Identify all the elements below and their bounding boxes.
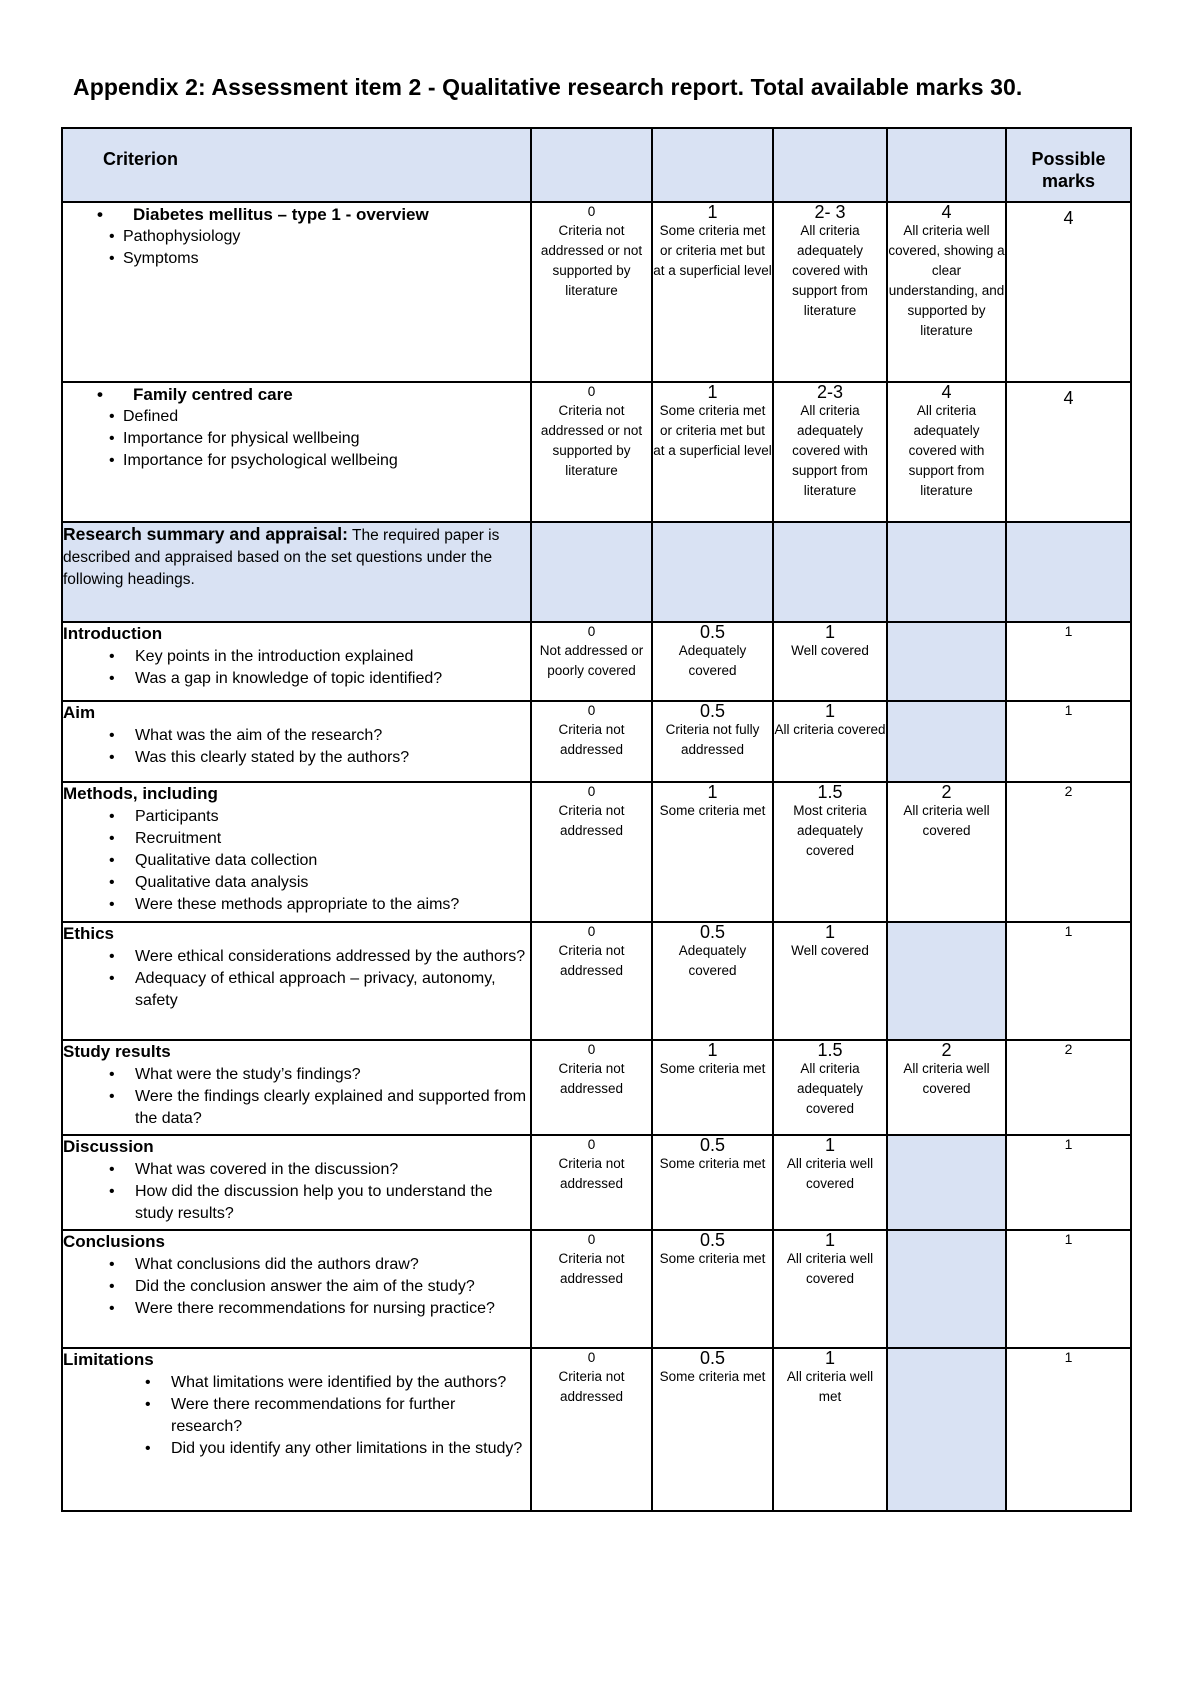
level-score: 0 (587, 384, 596, 399)
section-bullet: • Recruitment (63, 828, 530, 850)
topic-bullet: • Pathophysiology (63, 226, 530, 248)
section-bullet: • Did the conclusion answer the aim of the study? (63, 1276, 530, 1298)
level-score: 1 (824, 922, 835, 942)
level-score: 1.5 (817, 1040, 843, 1060)
level-header-1 (531, 128, 652, 202)
level-cell-4 (887, 701, 1006, 782)
level-description: Not addressed or poorly covered (539, 643, 644, 678)
section-row (62, 1040, 1131, 1135)
level-description: All criteria well covered (786, 1251, 874, 1286)
section-bullet: • What were the study’s findings? (63, 1064, 530, 1086)
section-criterion (62, 1135, 531, 1230)
possible-marks-value: 4 (1006, 202, 1131, 382)
level-cell-1 (531, 1040, 652, 1135)
level-score: 0.5 (699, 1135, 726, 1155)
section-bullet: • What was covered in the discussion? (63, 1159, 530, 1181)
level-description: Criteria not addressed (558, 1156, 625, 1191)
section-name: Discussion (63, 1137, 154, 1156)
level-description: Criteria not addressed (558, 1369, 625, 1404)
level-cell-3 (773, 202, 887, 382)
section-row (62, 1230, 1131, 1348)
level-score: 1 (707, 1040, 718, 1060)
level-score: 2 (941, 782, 952, 802)
level-score: 1 (707, 382, 718, 402)
level-score: 1 (707, 202, 718, 222)
level-cell-2 (652, 1348, 773, 1511)
level-cell-4 (887, 1230, 1006, 1348)
level-cell-2 (652, 1135, 773, 1230)
level-score: 1 (824, 1135, 835, 1155)
level-cell-3 (773, 1135, 887, 1230)
section-bullet: • Were ethical considerations addressed by the authors? (63, 946, 530, 968)
section-bullet: • Did you identify any other limitations in the study? (63, 1438, 530, 1460)
level-score: 2 (941, 1040, 952, 1060)
level-score: 0 (587, 703, 596, 718)
level-cell-4 (887, 382, 1006, 522)
level-score: 4 (941, 202, 952, 222)
section-criterion (62, 782, 531, 922)
topic-bullet: • Defined (63, 406, 530, 428)
level-description: Criteria not addressed (558, 803, 625, 838)
level-cell-2 (652, 202, 773, 382)
possible-marks-value: 4 (1006, 382, 1131, 522)
level-cell-3 (773, 1348, 887, 1511)
topic-name: • Family centred care (63, 384, 530, 406)
level-score: 4 (941, 382, 952, 402)
level-score: 0 (587, 1232, 596, 1247)
level-description: Well covered (791, 943, 869, 958)
level-description: Adequately covered (678, 643, 747, 678)
section-criterion (62, 701, 531, 782)
level-cell-2 (652, 782, 773, 922)
section-criterion (62, 1348, 531, 1511)
section-bullet: • Qualitative data analysis (63, 872, 530, 894)
level-header-4 (887, 128, 1006, 202)
topic-name: • Diabetes mellitus – type 1 - overview (63, 204, 530, 226)
level-description: Some criteria met or criteria met but at a superficial level (653, 223, 772, 278)
level-cell-2 (652, 922, 773, 1040)
level-cell-2 (652, 1040, 773, 1135)
level-cell-4 (887, 202, 1006, 382)
section-criterion (62, 1040, 531, 1135)
level-description: All criteria well covered (786, 1156, 874, 1191)
level-cell-1 (531, 922, 652, 1040)
level-cell-1 (531, 782, 652, 922)
level-cell-2 (652, 1230, 773, 1348)
level-description: Criteria not addressed or not supported by literature (540, 223, 643, 298)
level-description: Well covered (791, 643, 869, 658)
level-header-3 (773, 128, 887, 202)
level-description: Criteria not addressed (558, 1251, 625, 1286)
level-cell-1 (531, 701, 652, 782)
level-description: Some criteria met (659, 1156, 766, 1171)
level-cell-1 (531, 382, 652, 522)
section-bullet: • Participants (63, 806, 530, 828)
research-summary-cell (62, 522, 531, 622)
research-summary-empty (773, 522, 887, 622)
section-row (62, 1348, 1131, 1511)
section-row (62, 922, 1131, 1040)
topic-bullet: • Importance for physical wellbeing (63, 428, 530, 450)
level-score: 0.5 (699, 622, 726, 642)
level-description: Some criteria met (659, 803, 766, 818)
level-description: Criteria not addressed (558, 722, 625, 757)
level-description: Adequately covered (678, 943, 747, 978)
header-row (62, 128, 1131, 202)
level-score: 1 (824, 1348, 835, 1368)
level-score: 1.5 (817, 782, 843, 802)
section-row (62, 622, 1131, 701)
level-description: All criteria well covered, showing a clear understanding, and supported by literature (888, 223, 1005, 338)
research-summary-heading: Research summary and appraisal: (63, 524, 348, 544)
section-bullet: • What conclusions did the authors draw? (63, 1254, 530, 1276)
section-bullet: • What limitations were identified by the authors? (63, 1372, 530, 1394)
level-description: All criteria well covered (903, 803, 990, 838)
possible-marks-value: 2 (1006, 1040, 1131, 1135)
level-description: Criteria not fully addressed (665, 722, 760, 757)
section-name: Introduction (63, 624, 163, 643)
level-score: 0 (587, 1350, 596, 1365)
level-description: Criteria not addressed (558, 943, 625, 978)
level-score: 1 (707, 782, 718, 802)
level-description: Some criteria met (659, 1061, 766, 1076)
section-bullet: • Qualitative data collection (63, 850, 530, 872)
topic-bullet: • Importance for psychological wellbeing (63, 450, 530, 472)
document-title: Appendix 2: Assessment item 2 - Qualitative research report. Total available marks 30. (73, 74, 1023, 100)
marking-rubric-table (61, 127, 1132, 1512)
level-cell-2 (652, 701, 773, 782)
section-row (62, 1135, 1131, 1230)
topic-bullet: • Symptoms (63, 248, 530, 270)
level-score: 2-3 (816, 382, 843, 402)
level-score: 0.5 (699, 1348, 726, 1368)
possible-marks-value: 1 (1006, 1348, 1131, 1511)
section-name: Conclusions (63, 1232, 166, 1251)
section-bullet: • Adequacy of ethical approach – privacy, autonomy, safety (63, 968, 530, 1012)
section-name: Limitations (63, 1350, 154, 1369)
level-cell-4 (887, 1348, 1006, 1511)
research-summary-empty (652, 522, 773, 622)
research-summary-empty (531, 522, 652, 622)
criterion-header (62, 128, 531, 202)
level-cell-1 (531, 1135, 652, 1230)
possible-marks-value: 2 (1006, 782, 1131, 922)
level-score: 0.5 (699, 1230, 726, 1250)
level-cell-2 (652, 382, 773, 522)
possible-marks-value: 1 (1006, 701, 1131, 782)
level-score: 1 (824, 701, 835, 721)
topic-criterion (62, 202, 531, 382)
section-name: Study results (63, 1042, 171, 1061)
level-cell-3 (773, 622, 887, 701)
level-cell-1 (531, 1348, 652, 1511)
level-score: 0 (587, 924, 596, 939)
level-score: 0.5 (699, 701, 726, 721)
level-cell-4 (887, 622, 1006, 701)
level-description: All criteria adequately covered with support from literature (792, 223, 868, 318)
level-cell-4 (887, 1040, 1006, 1135)
section-row (62, 782, 1131, 922)
section-bullet: • Were the findings clearly explained and supported from the data? (63, 1086, 530, 1130)
level-description: All criteria well met (786, 1369, 874, 1404)
level-cell-4 (887, 782, 1006, 922)
section-bullet: • What was the aim of the research? (63, 725, 530, 747)
topic-row (62, 202, 1131, 382)
possible-marks-value: 1 (1006, 1135, 1131, 1230)
level-cell-3 (773, 1040, 887, 1135)
section-bullet: • Were these methods appropriate to the aims? (63, 894, 530, 916)
research-summary-row (62, 522, 1131, 622)
level-cell-1 (531, 622, 652, 701)
level-cell-3 (773, 922, 887, 1040)
section-bullet: • Were there recommendations for nursing practice? (63, 1298, 530, 1320)
level-description: Most criteria adequately covered (793, 803, 867, 858)
level-score: 0 (587, 204, 596, 219)
level-score: 0 (587, 1042, 596, 1057)
possible-marks-value: 1 (1006, 922, 1131, 1040)
section-criterion (62, 1230, 531, 1348)
research-summary-empty (887, 522, 1006, 622)
section-criterion (62, 622, 531, 701)
level-cell-4 (887, 1135, 1006, 1230)
section-bullet: • Were there recommendations for further research? (63, 1394, 530, 1438)
level-cell-3 (773, 382, 887, 522)
possible-marks-header-label: Possible marks (1031, 149, 1106, 191)
level-description: All criteria well covered (903, 1061, 990, 1096)
level-description: All criteria covered (774, 722, 886, 737)
level-score: 2- 3 (814, 202, 846, 222)
section-name: Ethics (63, 924, 115, 943)
section-bullet: • Key points in the introduction explained (63, 646, 530, 668)
research-summary-empty (1006, 522, 1131, 622)
level-score: 0 (587, 1137, 596, 1152)
section-name: Methods, including (63, 784, 218, 803)
section-bullet: • Was this clearly stated by the authors? (63, 747, 530, 769)
possible-marks-value: 1 (1006, 1230, 1131, 1348)
level-cell-3 (773, 782, 887, 922)
level-header-2 (652, 128, 773, 202)
level-description: Some criteria met or criteria met but at a superficial level (653, 403, 772, 458)
level-cell-3 (773, 1230, 887, 1348)
level-description: Some criteria met (659, 1251, 766, 1266)
level-cell-3 (773, 701, 887, 782)
topic-row (62, 382, 1131, 522)
level-score: 0 (587, 624, 596, 639)
research-summary-text: The required paper is described and appraised based on the set questions under the following headings. (63, 527, 500, 588)
section-name: Aim (63, 703, 96, 722)
level-description: All criteria adequately covered with support from literature (908, 403, 985, 498)
level-cell-1 (531, 202, 652, 382)
level-score: 0 (587, 784, 596, 799)
possible-marks-header (1006, 128, 1131, 202)
topic-criterion (62, 382, 531, 522)
possible-marks-value: 1 (1006, 622, 1131, 701)
section-bullet: • Was a gap in knowledge of topic identified? (63, 668, 530, 690)
level-description: All criteria adequately covered (796, 1061, 864, 1116)
level-score: 0.5 (699, 922, 726, 942)
level-description: Some criteria met (659, 1369, 766, 1384)
level-score: 1 (824, 622, 835, 642)
criterion-header-label: Criterion (103, 149, 179, 169)
section-row (62, 701, 1131, 782)
level-cell-1 (531, 1230, 652, 1348)
level-description: All criteria adequately covered with support from literature (792, 403, 868, 498)
level-cell-4 (887, 922, 1006, 1040)
level-description: Criteria not addressed (558, 1061, 625, 1096)
level-cell-2 (652, 622, 773, 701)
level-score: 1 (824, 1230, 835, 1250)
level-description: Criteria not addressed or not supported by literature (540, 403, 643, 478)
section-criterion (62, 922, 531, 1040)
section-bullet: • How did the discussion help you to understand the study results? (63, 1181, 530, 1225)
